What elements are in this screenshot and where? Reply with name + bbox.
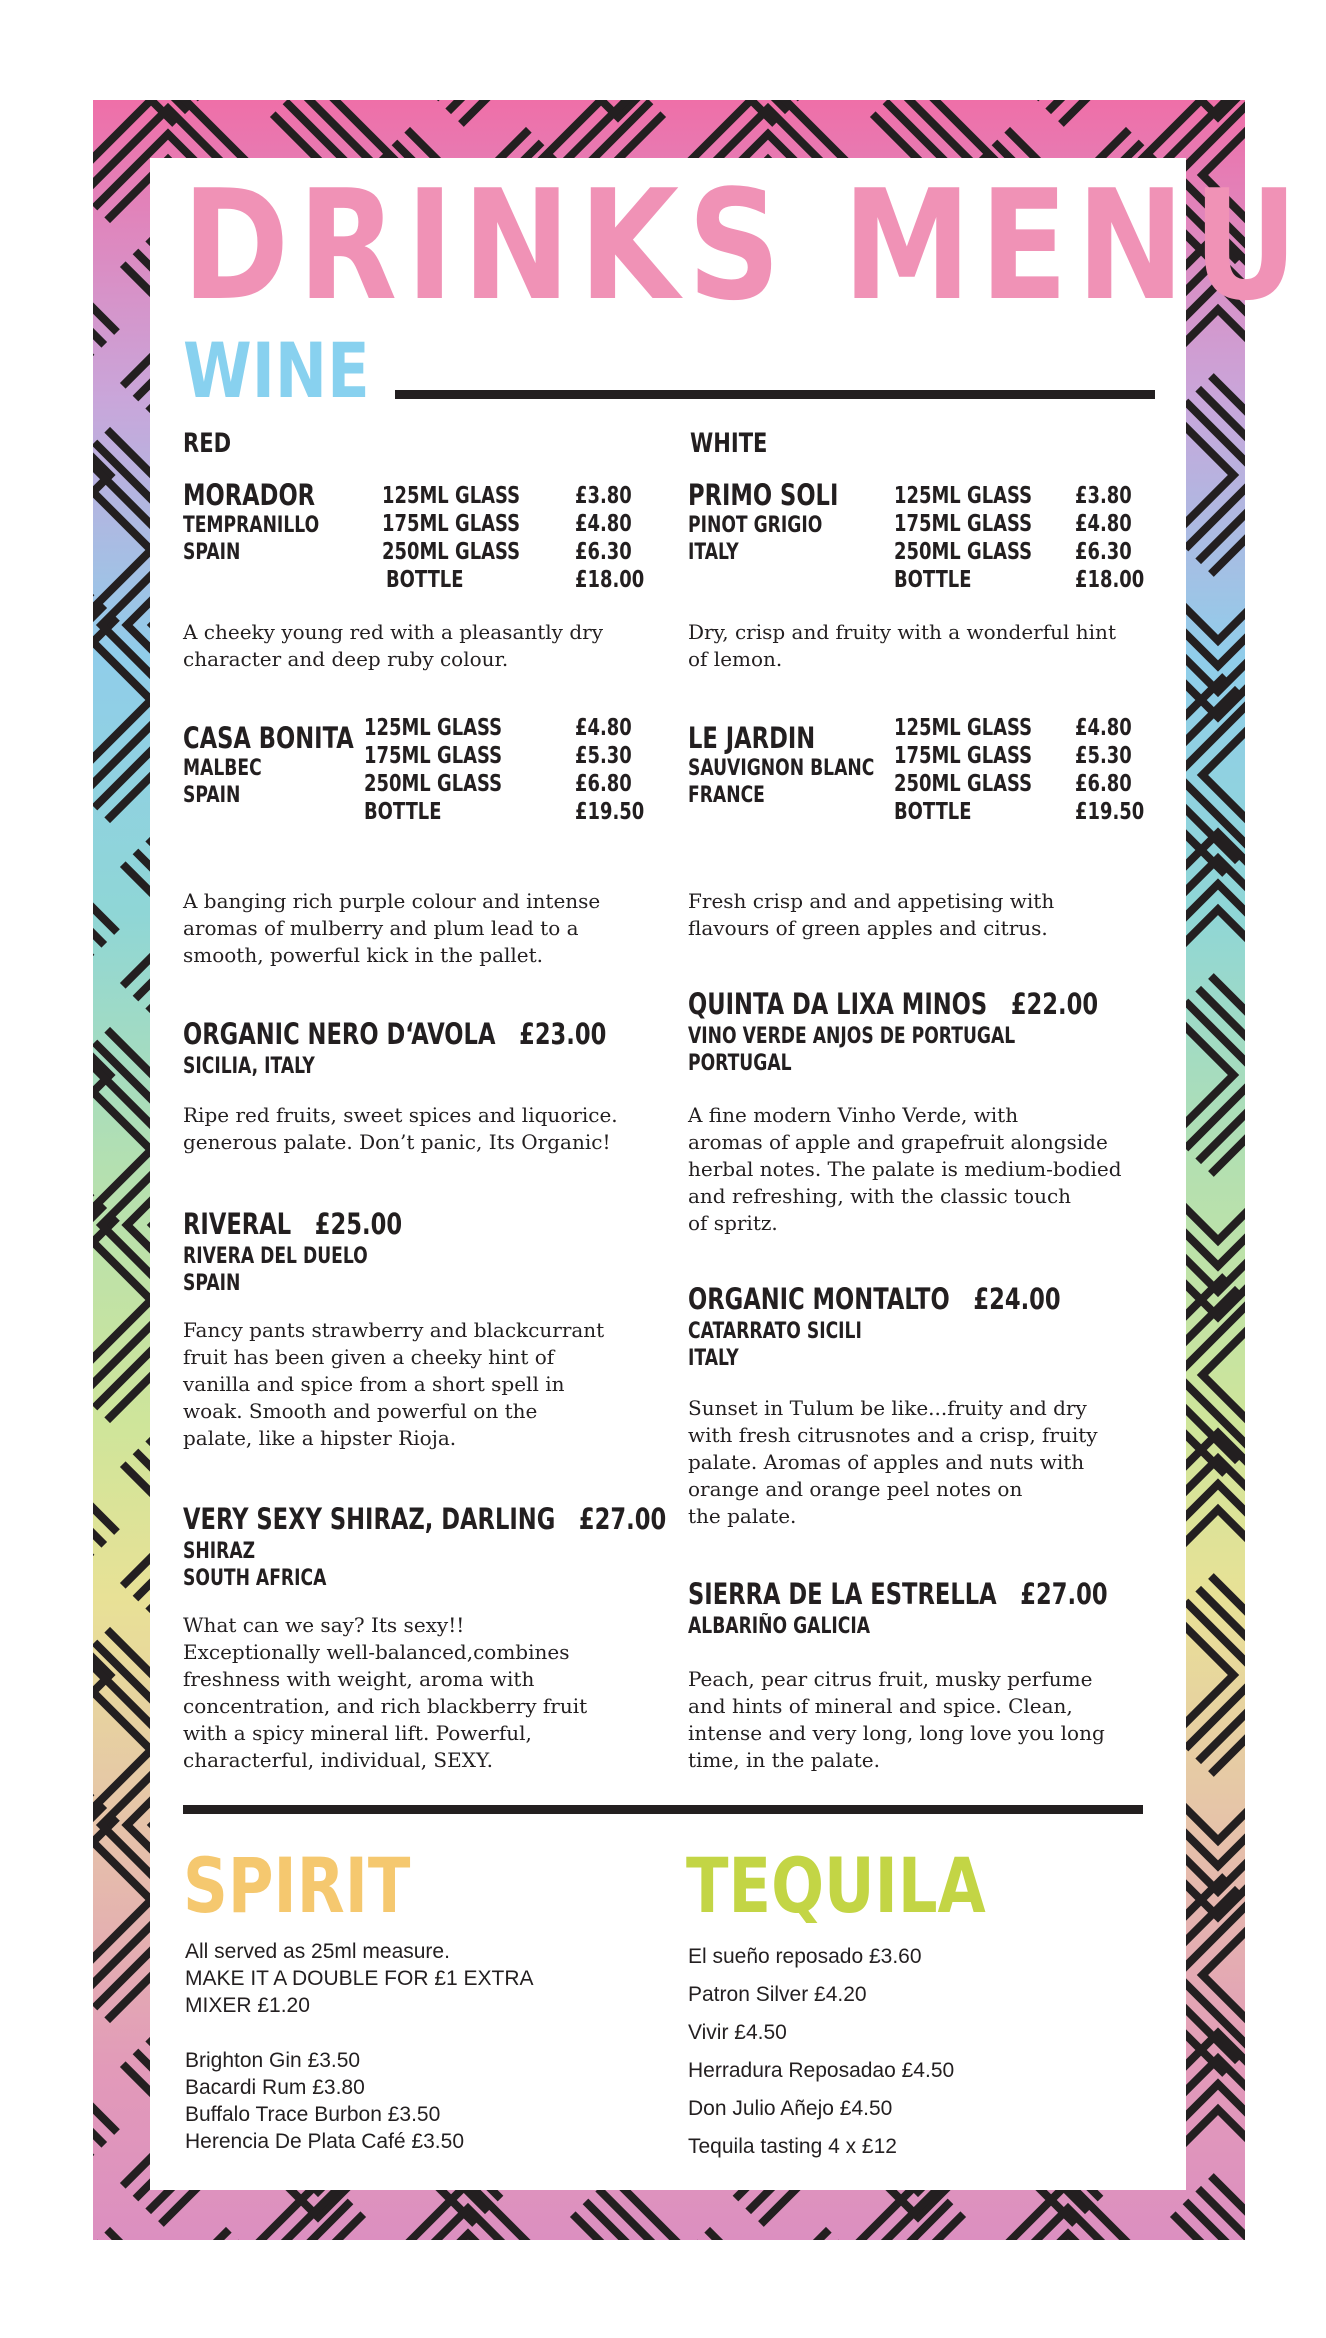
size-label: 250ML GLASS (894, 539, 1033, 565)
tequila-item: Tequila tasting 4 x £12 (688, 2135, 897, 2158)
spirit-heading: SPIRIT (183, 1841, 411, 1930)
size-label: 250ML GLASS (382, 539, 521, 565)
desc-line: fruit has been given a cheeky hint of (183, 1345, 555, 1369)
price: £4.80 (575, 715, 632, 741)
size-label: BOTTLE (894, 567, 972, 593)
price: £4.80 (1075, 715, 1132, 741)
wine-description (688, 619, 1158, 673)
desc-line: aromas of mulberry and plum lead to a (183, 916, 579, 940)
wine-item-sierra-estrella (688, 1577, 1226, 1640)
price: £6.30 (575, 539, 632, 565)
size-label: 175ML GLASS (364, 743, 503, 769)
desc-line: generous palate. Don’t panic, Its Organic! (183, 1130, 611, 1154)
desc-line: intense and very long, long love you long (688, 1721, 1105, 1745)
desc-line: A cheeky young red with a pleasantly dry (183, 620, 603, 644)
wine-price: £23.00 (519, 1017, 607, 1051)
wine-description (183, 888, 653, 969)
wine-grape: SHIRAZ (183, 1539, 256, 1564)
desc-line: the palate. (688, 1504, 797, 1528)
wine-price: £27.00 (1020, 1577, 1108, 1611)
wine-origin: SOUTH AFRICA (183, 1566, 327, 1591)
wine-name: SIERRA DE LA ESTRELLA (688, 1577, 997, 1611)
desc-line: Dry, crisp and fruity with a wonderful hint (688, 620, 1116, 644)
size-label: 250ML GLASS (894, 771, 1033, 797)
wine-heading: WINE (183, 326, 370, 415)
wine-grape: MALBEC (183, 756, 262, 781)
desc-line: Fancy pants strawberry and blackcurrant (183, 1318, 605, 1342)
size-label: 250ML GLASS (364, 771, 503, 797)
wine-description (688, 1102, 1158, 1237)
tequila-item: Don Julio Añejo £4.50 (688, 2097, 893, 2120)
price: £5.30 (575, 743, 632, 769)
spirit-list (185, 2047, 464, 2155)
wine-origin: ITALY (688, 1346, 739, 1371)
desc-line: What can we say? Its sexy!! (183, 1613, 465, 1637)
wine-title-line (688, 1577, 1108, 1611)
wine-name: MORADOR (183, 478, 316, 512)
wine-price: £24.00 (973, 1282, 1061, 1316)
wine-description (688, 1395, 1158, 1530)
wine-name: VERY SEXY SHIRAZ, DARLING (183, 1502, 556, 1536)
red-heading: RED (183, 428, 232, 459)
wine-price: £27.00 (578, 1502, 667, 1536)
wine-price: £22.00 (1010, 987, 1099, 1021)
wine-name: LE JARDIN (688, 721, 816, 755)
size-list (894, 714, 1071, 826)
size-label: 125ML GLASS (382, 483, 521, 509)
price-list (575, 482, 664, 594)
wine-title-line (688, 987, 1099, 1021)
desc-line: with fresh citrusnotes and a crisp, fruity (688, 1423, 1098, 1447)
desc-line: A fine modern Vinho Verde, with (688, 1103, 1019, 1127)
wine-title-line (688, 1282, 1061, 1316)
desc-line: and hints of mineral and spice. Clean, (688, 1694, 1073, 1718)
wine-item-nero-davola (183, 1017, 726, 1080)
wine-grape: SAUVIGNON BLANC (688, 756, 875, 781)
wine-grape: TEMPRANILLO (183, 513, 320, 538)
desc-line: palate. Aromas of apples and nuts with (688, 1450, 1085, 1474)
desc-line: characterful, individual, SEXY. (183, 1748, 493, 1772)
desc-line: time, in the palate. (688, 1748, 880, 1772)
size-label: 175ML GLASS (894, 511, 1033, 537)
price-list (575, 714, 664, 826)
desc-line: Exceptionally well-balanced,combines (183, 1640, 570, 1664)
desc-line: Peach, pear citrus fruit, musky perfume (688, 1667, 1093, 1691)
wine-description (183, 619, 653, 673)
wine-item-le-jardin (688, 721, 927, 809)
wine-description (688, 888, 1158, 942)
tequila-item: Herradura Reposadao £4.50 (688, 2059, 955, 2082)
spirit-note: MAKE IT A DOUBLE FOR £1 EXTRA (185, 1967, 534, 1990)
desc-line: herbal notes. The palate is medium-bodied (688, 1157, 1122, 1181)
desc-line: vanilla and spice from a short spell in (183, 1372, 565, 1396)
price: £6.80 (1075, 771, 1132, 797)
wine-grape: ALBARIÑO GALICIA (688, 1614, 871, 1639)
spirit-note: All served as 25ml measure. (185, 1940, 450, 1963)
wine-title-line (183, 1017, 607, 1051)
wine-price: £25.00 (314, 1207, 403, 1241)
desc-line: palate, like a hipster Rioja. (183, 1426, 457, 1450)
size-list (894, 482, 1071, 594)
wine-origin: SPAIN (183, 1271, 241, 1296)
price: £19.50 (1075, 799, 1145, 825)
spirit-item: Buffalo Trace Burbon £3.50 (185, 2103, 441, 2126)
spirit-item: Bacardi Rum £3.80 (185, 2076, 365, 2099)
tequila-item: Patron Silver £4.20 (688, 1983, 867, 2006)
wine-item-morador (183, 478, 358, 566)
wine-description (183, 1612, 653, 1774)
wine-origin: SPAIN (183, 540, 241, 565)
size-label: BOTTLE (386, 567, 464, 593)
tequila-heading: TEQUILA (686, 1841, 986, 1930)
wine-origin: PORTUGAL (688, 1051, 792, 1076)
tequila-item: Vivir £4.50 (688, 2021, 787, 2044)
wine-origin: SICILIA, ITALY (183, 1054, 315, 1079)
price: £4.80 (575, 511, 632, 537)
desc-line: with a spicy mineral lift. Powerful, (183, 1721, 532, 1745)
desc-line: character and deep ruby colour. (183, 647, 509, 671)
wine-name: ORGANIC MONTALTO (688, 1282, 950, 1316)
price-list (1075, 482, 1164, 594)
price: £19.50 (575, 799, 645, 825)
wine-grape: VINO VERDE ANJOS DE PORTUGAL (688, 1024, 1016, 1049)
price: £18.00 (1075, 567, 1145, 593)
wine-description (688, 1666, 1158, 1774)
wine-grape: CATARRATO SICILI (688, 1319, 862, 1344)
wine-rule (395, 390, 1155, 399)
price: £3.80 (575, 483, 632, 509)
section-rule (183, 1805, 1143, 1814)
wine-item-riveral (183, 1207, 464, 1297)
spirit-note: MIXER £1.20 (185, 1994, 310, 2017)
desc-line: A banging rich purple colour and intense (183, 889, 601, 913)
price: £5.30 (1075, 743, 1132, 769)
desc-line: woak. Smooth and powerful on the (183, 1399, 538, 1423)
desc-line: flavours of green apples and citrus. (688, 916, 1048, 940)
size-label: 125ML GLASS (894, 483, 1033, 509)
wine-description (183, 1102, 653, 1156)
desc-line: smooth, powerful kick in the pallet. (183, 943, 544, 967)
tequila-list (688, 1938, 954, 2166)
desc-line: Sunset in Tulum be like...fruity and dry (688, 1396, 1087, 1420)
wine-name: PRIMO SOLI (688, 478, 839, 512)
desc-line: of lemon. (688, 647, 783, 671)
desc-line: orange and orange peel notes on (688, 1477, 1023, 1501)
white-heading: WHITE (690, 428, 768, 459)
spirit-notes (185, 1938, 534, 2019)
size-list (382, 482, 559, 594)
size-label: BOTTLE (894, 799, 972, 825)
wine-item-montalto (688, 1282, 1166, 1372)
desc-line: concentration, and rich blackberry fruit (183, 1694, 588, 1718)
size-list (364, 714, 541, 826)
wine-grape: PINOT GRIGIO (688, 513, 823, 538)
size-label: 175ML GLASS (894, 743, 1033, 769)
size-label: 125ML GLASS (894, 715, 1033, 741)
tequila-item: El sueño reposado £3.60 (688, 1945, 922, 1968)
price: £18.00 (575, 567, 645, 593)
wine-item-quinta-da-lixa (688, 987, 1214, 1077)
desc-line: Ripe red fruits, sweet spices and liquorice. (183, 1103, 618, 1127)
price: £3.80 (1075, 483, 1132, 509)
desc-line: aromas of apple and grapefruit alongside (688, 1130, 1108, 1154)
wine-origin: SPAIN (183, 783, 241, 808)
price: £6.80 (575, 771, 632, 797)
desc-line: Fresh crisp and and appetising with (688, 889, 1055, 913)
wine-origin: ITALY (688, 540, 739, 565)
spirit-item: Brighton Gin £3.50 (185, 2049, 361, 2072)
price-list (1075, 714, 1164, 826)
wine-item-primo-soli (688, 478, 881, 566)
desc-line: and refreshing, with the classic touch (688, 1184, 1072, 1208)
desc-line: freshness with weight, aroma with (183, 1667, 535, 1691)
spirit-item: Herencia De Plata Café £3.50 (185, 2130, 464, 2153)
size-label: 175ML GLASS (382, 511, 521, 537)
size-label: BOTTLE (364, 799, 442, 825)
wine-name: QUINTA DA LIXA MINOS (688, 987, 988, 1021)
wine-description (183, 1317, 653, 1452)
wine-name: RIVERAL (183, 1207, 292, 1241)
wine-name: ORGANIC NERO D‘AVOLA (183, 1017, 496, 1051)
desc-line: of spritz. (688, 1211, 778, 1235)
wine-title-line (183, 1502, 667, 1536)
wine-name: CASA BONITA (183, 721, 354, 755)
price: £4.80 (1075, 511, 1132, 537)
price: £6.30 (1075, 539, 1132, 565)
wine-title-line (183, 1207, 403, 1241)
page-title: DRINKS MENU (182, 157, 1307, 334)
wine-origin: FRANCE (688, 783, 765, 808)
size-label: 125ML GLASS (364, 715, 503, 741)
wine-grape: RIVERA DEL DUELO (183, 1244, 368, 1269)
